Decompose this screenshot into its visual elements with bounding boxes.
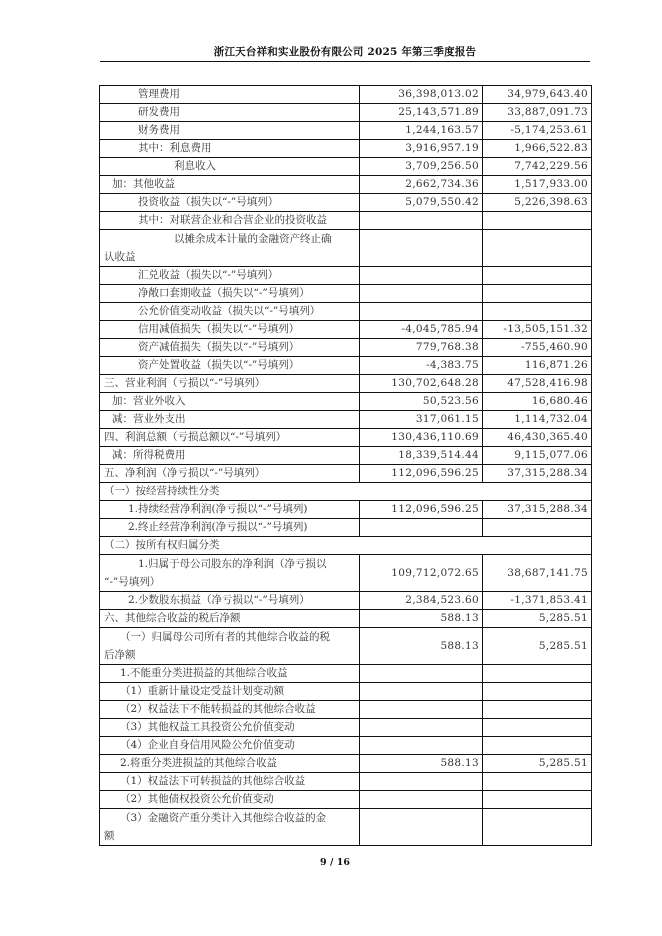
table-row xyxy=(100,773,592,791)
row-label xyxy=(100,809,360,846)
current-period-value: 5,079,550.42 xyxy=(360,194,483,212)
row-label: 五、净利润（净亏损以“-”号填列） xyxy=(100,465,360,483)
row-label: 其中：对联营企业和合营企业的投资收益 xyxy=(100,212,360,230)
row-label: （1）权益法下可转损益的其他综合收益 xyxy=(100,773,360,791)
table-row xyxy=(100,357,592,375)
prior-period-value: 16,680.46 xyxy=(483,393,592,411)
row-label: 减：营业外支出 xyxy=(100,411,360,429)
table-row xyxy=(100,719,592,737)
table-row xyxy=(100,501,592,519)
current-period-value xyxy=(360,773,483,791)
row-label-line1: 以摊余成本计量的金融资产终止确 xyxy=(174,233,332,245)
table-row xyxy=(100,339,592,357)
row-label-line1: 1.归属于母公司股东的净利润（净亏损以 xyxy=(138,558,327,570)
current-period-value xyxy=(360,230,483,267)
table-row xyxy=(100,665,592,683)
prior-period-value xyxy=(483,809,592,846)
table-row xyxy=(100,628,592,665)
table-row xyxy=(100,447,592,465)
prior-period-value: 1,114,732.04 xyxy=(483,411,592,429)
prior-period-value: 5,285.51 xyxy=(483,755,592,773)
current-period-value xyxy=(360,683,483,701)
table-row xyxy=(100,86,592,104)
row-label: （3）其他权益工具投资公允价值变动 xyxy=(100,719,360,737)
row-label-line2: 认收益 xyxy=(104,251,136,263)
row-label: （2）其他债权投资公允价值变动 xyxy=(100,791,360,809)
prior-period-value: -13,505,151.32 xyxy=(483,321,592,339)
table-row xyxy=(100,465,592,483)
current-period-value: 1,244,163.57 xyxy=(360,122,483,140)
row-label: 加：营业外收入 xyxy=(100,393,360,411)
row-label: 其中：利息费用 xyxy=(100,140,360,158)
report-header-title: 浙江天台祥和实业股份有限公司 2025 年第三季度报告 xyxy=(213,46,477,58)
row-label xyxy=(100,628,360,665)
row-label: （1）重新计量设定受益计划变动额 xyxy=(100,683,360,701)
current-period-value xyxy=(360,791,483,809)
table-row xyxy=(100,303,592,321)
current-period-value xyxy=(360,737,483,755)
current-period-value: 50,523.56 xyxy=(360,393,483,411)
row-label: （2）权益法下不能转损益的其他综合收益 xyxy=(100,701,360,719)
row-label: 减：所得税费用 xyxy=(100,447,360,465)
row-label: 汇兑收益（损失以“-”号填列） xyxy=(100,267,360,285)
current-period-value: 3,916,957.19 xyxy=(360,140,483,158)
table-row xyxy=(100,230,592,267)
current-period-value: -4,045,785.94 xyxy=(360,321,483,339)
prior-period-value xyxy=(483,303,592,321)
current-period-value xyxy=(360,212,483,230)
current-period-value xyxy=(360,267,483,285)
row-label: 利息收入 xyxy=(100,158,360,176)
prior-period-value xyxy=(483,665,592,683)
prior-period-value xyxy=(483,267,592,285)
row-label-line2: 后净额 xyxy=(104,649,136,661)
prior-period-value xyxy=(483,737,592,755)
prior-period-value xyxy=(483,285,592,303)
table-row xyxy=(100,519,592,537)
table-row xyxy=(100,104,592,122)
row-label: 研发费用 xyxy=(100,104,360,122)
prior-period-value xyxy=(483,701,592,719)
row-label xyxy=(100,555,360,592)
table-row xyxy=(100,755,592,773)
prior-period-value: -755,460.90 xyxy=(483,339,592,357)
prior-period-value: 1,966,522.83 xyxy=(483,140,592,158)
table-row xyxy=(100,483,592,501)
row-label: 2.终止经营净利润(净亏损以“-”号填列) xyxy=(100,519,360,537)
table-row xyxy=(100,737,592,755)
table-row xyxy=(100,176,592,194)
row-label: 1.不能重分类进损益的其他综合收益 xyxy=(100,665,360,683)
row-label: 资产处置收益（损失以“-”号填列） xyxy=(100,357,360,375)
row-label-line2: “-”号填列） xyxy=(104,576,161,588)
current-period-value xyxy=(360,809,483,846)
prior-period-value: 5,285.51 xyxy=(483,628,592,665)
prior-period-value xyxy=(483,212,592,230)
current-period-value: 25,143,571.89 xyxy=(360,104,483,122)
prior-period-value: 9,115,077.06 xyxy=(483,447,592,465)
current-period-value: 588.13 xyxy=(360,628,483,665)
prior-period-value xyxy=(483,773,592,791)
prior-period-value xyxy=(483,791,592,809)
prior-period-value: 5,226,398.63 xyxy=(483,194,592,212)
row-label-line2: 额 xyxy=(104,830,115,842)
prior-period-value: 37,315,288.34 xyxy=(483,465,592,483)
table-row xyxy=(100,158,592,176)
current-period-value: 779,768.38 xyxy=(360,339,483,357)
table-row xyxy=(100,140,592,158)
prior-period-value: -5,174,253.61 xyxy=(483,122,592,140)
prior-period-value: -1,371,853.41 xyxy=(483,592,592,610)
table-row xyxy=(100,285,592,303)
prior-period-value: 7,742,229.56 xyxy=(483,158,592,176)
current-period-value: 2,662,734.36 xyxy=(360,176,483,194)
current-period-value: 588.13 xyxy=(360,610,483,628)
table-row xyxy=(100,267,592,285)
prior-period-value: 33,887,091.73 xyxy=(483,104,592,122)
current-period-value: 317,061.15 xyxy=(360,411,483,429)
current-period-value xyxy=(360,665,483,683)
income-statement-table xyxy=(99,85,592,846)
current-period-value xyxy=(360,701,483,719)
table-row xyxy=(100,122,592,140)
table-row xyxy=(100,791,592,809)
row-label: 六、其他综合收益的税后净额 xyxy=(100,610,360,628)
table-row xyxy=(100,555,592,592)
table-row xyxy=(100,375,592,393)
current-period-value: -4,383.75 xyxy=(360,357,483,375)
row-label: 信用减值损失（损失以“-”号填列） xyxy=(100,321,360,339)
table-row xyxy=(100,194,592,212)
row-label: （4）企业自身信用风险公允价值变动 xyxy=(100,737,360,755)
row-label: 2.少数股东损益（净亏损以“-”号填列） xyxy=(100,592,360,610)
prior-period-value: 38,687,141.75 xyxy=(483,555,592,592)
row-label: （一）按经营持续性分类 xyxy=(100,483,592,501)
row-label xyxy=(100,230,360,267)
prior-period-value: 34,979,643.40 xyxy=(483,86,592,104)
page-number: 9 / 16 xyxy=(320,857,350,868)
header-rule xyxy=(100,61,590,62)
table-row xyxy=(100,212,592,230)
current-period-value xyxy=(360,519,483,537)
current-period-value xyxy=(360,303,483,321)
prior-period-value: 116,871.26 xyxy=(483,357,592,375)
prior-period-value: 47,528,416.98 xyxy=(483,375,592,393)
table-row xyxy=(100,429,592,447)
row-label: 净敞口套期收益（损失以“-”号填列） xyxy=(100,285,360,303)
current-period-value: 588.13 xyxy=(360,755,483,773)
row-label: 公允价值变动收益（损失以“-”号填列） xyxy=(100,303,360,321)
table-row xyxy=(100,610,592,628)
prior-period-value: 37,315,288.34 xyxy=(483,501,592,519)
row-label: 三、营业利润（亏损以“-”号填列） xyxy=(100,375,360,393)
table-row xyxy=(100,537,592,555)
prior-period-value: 1,517,933.00 xyxy=(483,176,592,194)
table-row xyxy=(100,809,592,846)
row-label: 管理费用 xyxy=(100,86,360,104)
current-period-value: 112,096,596.25 xyxy=(360,501,483,519)
row-label: 四、利润总额（亏损总额以“-”号填列） xyxy=(100,429,360,447)
prior-period-value xyxy=(483,519,592,537)
current-period-value: 2,384,523.60 xyxy=(360,592,483,610)
current-period-value: 130,436,110.69 xyxy=(360,429,483,447)
current-period-value: 3,709,256.50 xyxy=(360,158,483,176)
current-period-value: 112,096,596.25 xyxy=(360,465,483,483)
current-period-value: 109,712,072.65 xyxy=(360,555,483,592)
current-period-value: 36,398,013.02 xyxy=(360,86,483,104)
row-label-line1: （3）金融资产重分类计入其他综合收益的金 xyxy=(120,812,327,824)
prior-period-value: 5,285.51 xyxy=(483,610,592,628)
prior-period-value xyxy=(483,230,592,267)
prior-period-value xyxy=(483,683,592,701)
prior-period-value: 46,430,365.40 xyxy=(483,429,592,447)
current-period-value: 130,702,648.28 xyxy=(360,375,483,393)
table-row xyxy=(100,321,592,339)
row-label: 财务费用 xyxy=(100,122,360,140)
table-row xyxy=(100,411,592,429)
row-label: 加：其他收益 xyxy=(100,176,360,194)
row-label-line1: （一）归属母公司所有者的其他综合收益的税 xyxy=(120,631,330,643)
current-period-value: 18,339,514.44 xyxy=(360,447,483,465)
row-label: （二）按所有权归属分类 xyxy=(100,537,592,555)
table-row xyxy=(100,683,592,701)
row-label: 投资收益（损失以“-”号填列） xyxy=(100,194,360,212)
row-label: 2.将重分类进损益的其他综合收益 xyxy=(100,755,360,773)
row-label: 资产减值损失（损失以“-”号填列） xyxy=(100,339,360,357)
table-row xyxy=(100,592,592,610)
table-row xyxy=(100,701,592,719)
table-row xyxy=(100,393,592,411)
current-period-value xyxy=(360,285,483,303)
prior-period-value xyxy=(483,719,592,737)
current-period-value xyxy=(360,719,483,737)
row-label: 1.持续经营净利润(净亏损以“-”号填列) xyxy=(100,501,360,519)
